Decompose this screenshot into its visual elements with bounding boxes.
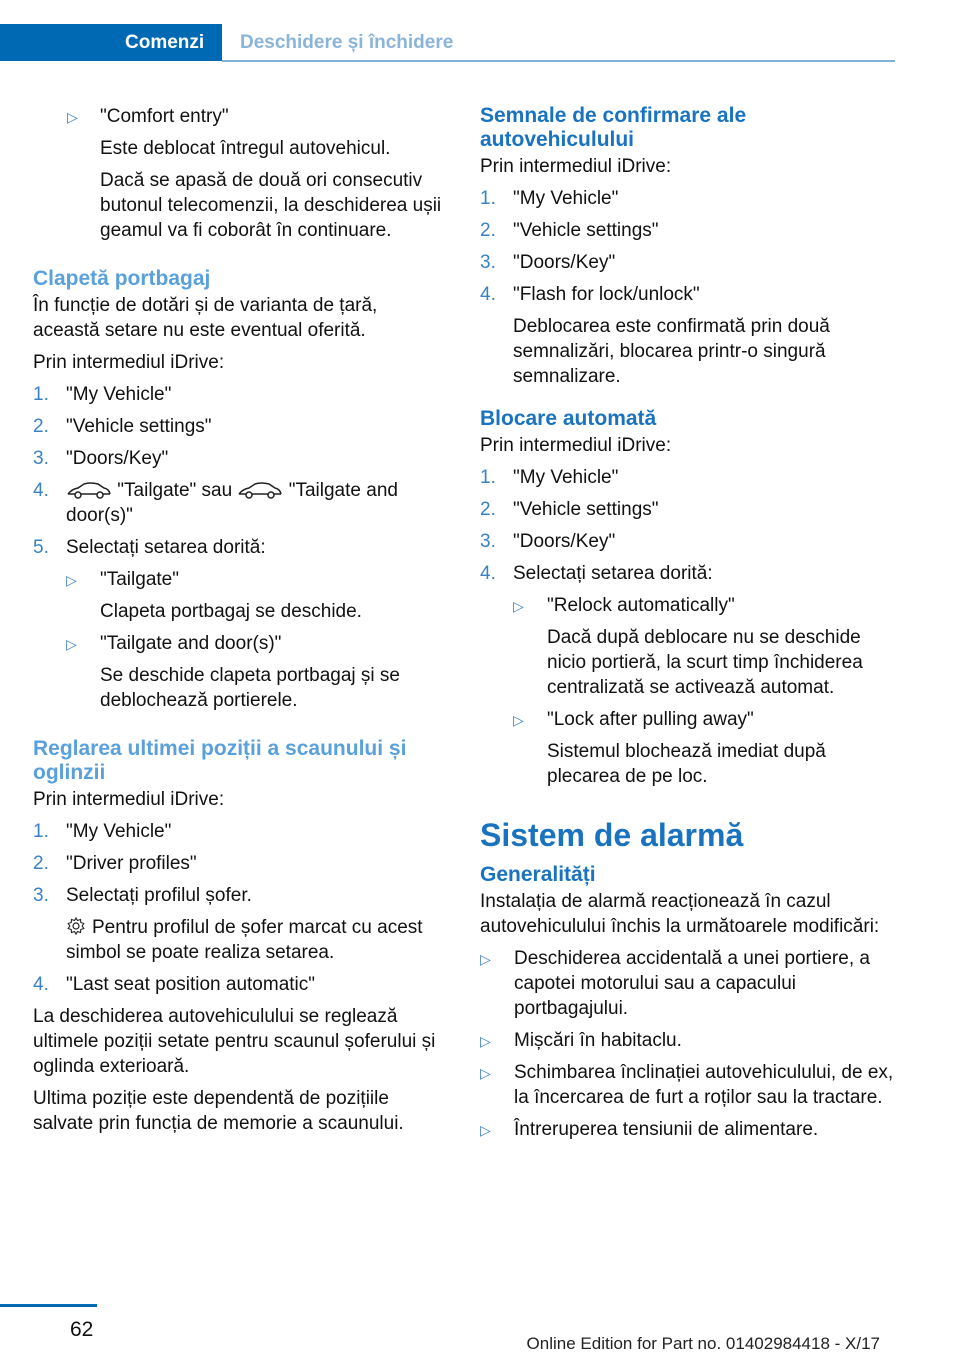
right-column xyxy=(480,104,898,1149)
seat-mirror-heading: Reglarea ultimei poziții a scaunului și oglinzii xyxy=(33,737,407,784)
triangle-bullet-icon: ▷ xyxy=(513,712,524,728)
list-item: 2. "Vehicle settings" xyxy=(33,416,212,437)
auto-lock-heading: Blocare automată xyxy=(480,407,657,430)
triangle-bullet-icon: ▷ xyxy=(480,951,491,967)
list-item: 1. "My Vehicle" xyxy=(480,467,619,488)
triangle-bullet-icon: ▷ xyxy=(66,636,77,652)
seat-mirror-para2: Ultima poziție este dependentă de pozițiile salvate prin funcția de memorie a scaunului. xyxy=(33,1088,404,1134)
tailgate-intro: În funcție de dotări și de varianta de țară, această setare nu este eventual oferită. xyxy=(33,295,378,341)
page-number-rule xyxy=(0,1304,97,1307)
list-item: 3. "Doors/Key" xyxy=(480,531,616,552)
list-item: 1. "My Vehicle" xyxy=(480,188,619,209)
seat-mirror-para1: La deschiderea autovehiculului se reglează ultimele poziții setate pentru scaunul șoferului și oglinda exterioară. xyxy=(33,1006,436,1077)
list-item: 4. "Flash for lock/unlock" Deblocarea este confirmată prin două semnalizări, blocarea printr-o singură semnalizare. xyxy=(480,284,830,387)
list-item: 4. Selectați setarea dorită: ▷ "Relock automatically" Dacă după deblocare nu se deschide nicio portieră, la scurt timp închiderea centralizată se activează automat. ▷ "Lock after pulling away" Sistemul blochează imediat după plecarea de pe loc. xyxy=(480,561,898,789)
sub-item: ▷ "Relock automatically" Dacă după deblocare nu se deschide nicio portieră, la scurt timp închiderea centralizată se activează automat. xyxy=(513,595,863,698)
comfort-entry-line2: Dacă se apasă de două ori consecutiv butonul telecomenzii, la deschiderea ușii geamul va fi coborât în continuare. xyxy=(100,170,442,241)
list-item: ▷ Schimbarea înclinației autovehiculului, de ex, la încercarea de furt a roților sau la tractare. xyxy=(480,1062,894,1108)
chapter-tab: Comenzi xyxy=(0,24,222,61)
triangle-bullet-icon: ▷ xyxy=(66,572,77,588)
car-tailgate-icon xyxy=(66,480,112,500)
list-item: 3. "Doors/Key" xyxy=(33,448,169,469)
gear-icon xyxy=(66,916,86,936)
confirm-signals-heading: Semnale de confirmare ale autovehiculului xyxy=(480,104,747,151)
seat-mirror-via: Prin intermediul iDrive: xyxy=(33,789,225,810)
list-item: 1. "My Vehicle" xyxy=(33,821,172,842)
car-tailgate-doors-icon xyxy=(237,480,283,500)
section-tab: Deschidere și închidere xyxy=(240,32,454,53)
confirm-signals-via: Prin intermediul iDrive: xyxy=(480,156,672,177)
comfort-entry-title: "Comfort entry" xyxy=(100,106,229,127)
list-item: 1. "My Vehicle" xyxy=(33,384,172,405)
alarm-intro: Instalația de alarmă reacționează în cazul autovehiculului închis la următoarele modificări: xyxy=(480,891,880,937)
triangle-bullet-icon: ▷ xyxy=(513,598,524,614)
triangle-bullet-icon: ▷ xyxy=(67,109,78,125)
left-column xyxy=(33,104,448,1143)
edition-footer: Online Edition for Part no. 01402984418 - X/17 xyxy=(526,1334,880,1353)
triangle-bullet-icon: ▷ xyxy=(480,1122,491,1138)
list-item: 5. Selectați setarea dorită: ▷ "Tailgate" Clapeta portbagaj se deschide. ▷ "Tailgate and door(s)" Se deschide clapeta portbagaj și se deblochează portierele. xyxy=(33,535,448,713)
triangle-bullet-icon: ▷ xyxy=(480,1065,491,1081)
tailgate-via: Prin intermediul iDrive: xyxy=(33,352,225,373)
triangle-bullet-icon: ▷ xyxy=(480,1033,491,1049)
list-item: 3. Selectați profilul șofer. Pentru profilul de șofer marcat cu acest simbol se poate realiza setarea. xyxy=(33,885,423,963)
general-heading: Generalități xyxy=(480,863,596,886)
list-item: ▷ Mișcări în habitaclu. xyxy=(480,1028,898,1053)
page-header xyxy=(0,0,895,62)
list-item: 3. "Doors/Key" xyxy=(480,252,616,273)
sub-item: ▷ "Tailgate and door(s)" Se deschide clapeta portbagaj și se deblochează portierele. xyxy=(66,633,400,711)
list-item: 2. "Driver profiles" xyxy=(33,853,197,874)
page-number: 62 xyxy=(70,1318,94,1341)
list-item: 2. "Vehicle settings" xyxy=(480,220,659,241)
header-divider xyxy=(222,60,895,62)
tailgate-heading: Clapetă portbagaj xyxy=(33,267,211,290)
sub-item: ▷ "Lock after pulling away" Sistemul blochează imediat după plecarea de pe loc. xyxy=(513,709,826,787)
list-item: 4. "Last seat position automatic" xyxy=(33,974,316,995)
list-item: 4. "Tailgate" sau "Tailgate and door(s)" xyxy=(33,480,398,526)
list-item: ▷ Întreruperea tensiunii de alimentare. xyxy=(480,1117,898,1142)
auto-lock-via: Prin intermediul iDrive: xyxy=(480,435,672,456)
comfort-entry-line1: Este deblocat întregul autovehicul. xyxy=(100,138,391,159)
comfort-entry-item xyxy=(33,104,448,243)
list-item: ▷ Deschiderea accidentală a unei portiere, a capotei motorului sau a capacului portbagajului. xyxy=(480,948,870,1019)
sub-item: ▷ "Tailgate" Clapeta portbagaj se deschide. xyxy=(66,569,362,622)
list-item: 2. "Vehicle settings" xyxy=(480,499,659,520)
alarm-system-title: Sistem de alarmă xyxy=(480,817,744,853)
